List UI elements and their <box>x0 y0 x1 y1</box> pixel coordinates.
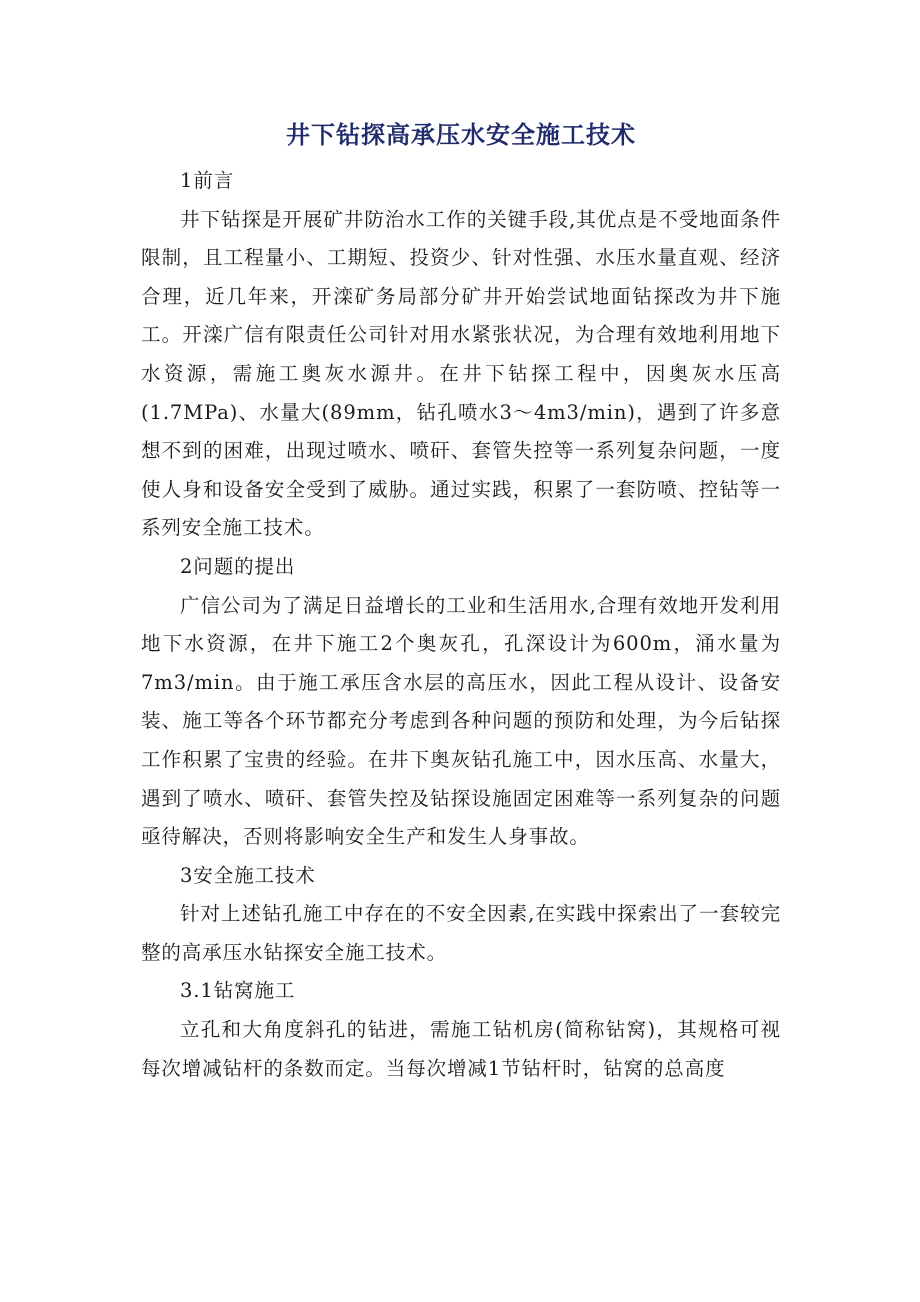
section-heading: 3安全施工技术 <box>180 863 316 887</box>
section-heading: 2问题的提出 <box>180 554 296 578</box>
document-title: 井下钻探高承压水安全施工技术 <box>286 120 636 149</box>
section-heading: 3.1钻窝施工 <box>180 979 296 1003</box>
paragraph: 立孔和大角度斜孔的钻进，需施工钻机房(简称钻窝)，其规格可视每次增减钻杆的条数而定。当每次增减1节钻杆时，钻窝的总高度 <box>141 1018 781 1080</box>
section-problem <box>141 548 781 857</box>
paragraph: 广信公司为了满足日益增长的工业和生活用水,合理有效地开发利用地下水资源，在井下施工2个奥灰孔，孔深设计为600m，涌水量为7m3/min。由于施工承压含水层的高压水，因此工程从设计、设备安装、施工等各个环节都充分考虑到各种问题的预防和处理，为今后钻探工作积累了宝贵的经验。在井下奥灰钻孔施工中，因水压高、水量大，遇到了喷水、喷矸、套管失控及钻探设施固定困难等一系列复杂的问题亟待解决，否则将影响安全生产和发生人身事故。 <box>141 593 781 849</box>
paragraph: 井下钻探是开展矿井防治水工作的关键手段,其优点是不受地面条件限制，且工程量小、工期短、投资少、针对性强、水压水量直观、经济合理，近几年来，开滦矿务局部分矿井开始尝试地面钻探改为井下施工。开滦广信有限责任公司针对用水紧张状况，为合理有效地利用地下水资源，需施工奥灰水源井。在井下钻探工程中，因奥灰水压高(1.7MPa)、水量大(89mm，钻孔喷水3～4m3/min)，遇到了许多意想不到的困难，出现过喷水、喷矸、套管失控等一系列复杂问题，一度使人身和设备安全受到了威胁。通过实践，积累了一套防喷、控钻等一系列安全施工技术。 <box>141 207 781 540</box>
section-safety-technology <box>141 857 781 973</box>
section-heading: 1前言 <box>180 169 235 192</box>
paragraph: 针对上述钻孔施工中存在的不安全因素,在实践中探索出了一套较完整的高承压水钻探安全施工技术。 <box>141 902 781 964</box>
section-drill-chamber <box>141 972 781 1088</box>
section-preface <box>141 162 781 548</box>
document-page <box>141 112 781 1088</box>
